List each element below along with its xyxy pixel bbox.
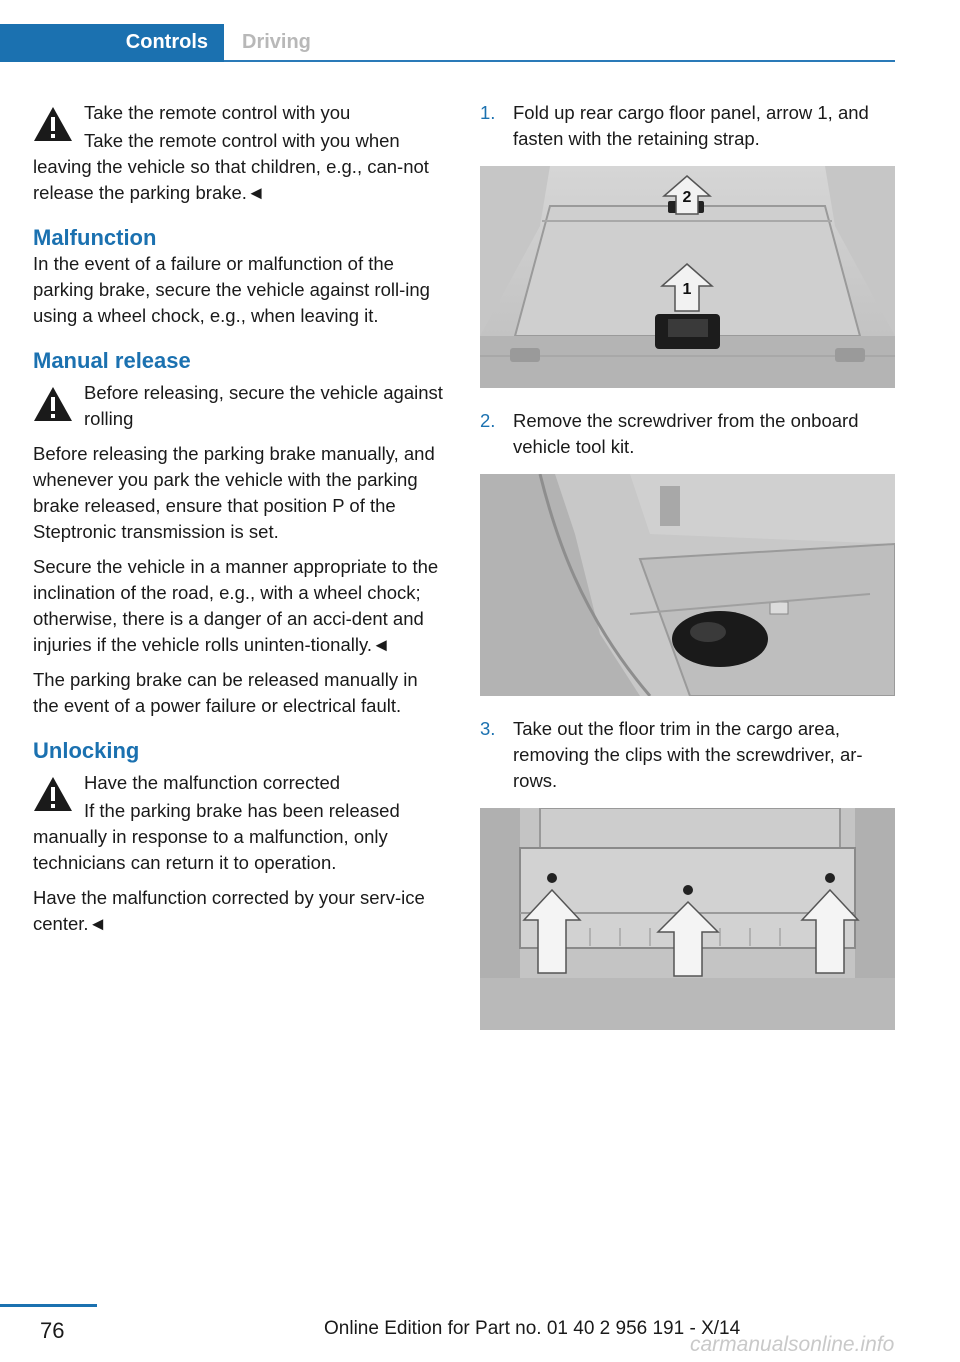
warning-triangle-icon <box>33 776 73 812</box>
warning-title: Have the malfunction corrected <box>84 772 341 793</box>
malfunction-text: In the event of a failure or malfunction of the parking brake, secure the vehicle against roll‐ing using a wheel chock, e.g., when leaving it. <box>33 253 430 326</box>
warning-malfunction-corrected <box>33 770 443 876</box>
warning-title: Take the remote control with you <box>84 102 351 123</box>
footer-rule <box>0 1304 97 1307</box>
right-column <box>480 100 895 1050</box>
warning-title: Before releasing, secure the vehicle against rolling <box>84 382 443 429</box>
arrow-label: 1 <box>682 281 692 298</box>
warning-body: Secure the vehicle in a manner appropriate to the inclination of the road, e.g., with a wheel chock; otherwise, there is a danger of an acci‐dent and injuries if the vehicle rolls uninten‐tionally.◄ <box>33 556 439 655</box>
header-rule <box>224 60 895 62</box>
manual-release-text: The parking brake can be released manually in the event of a power failure or electrical fault. <box>33 669 418 716</box>
warning-body: If the parking brake has been released <box>84 800 400 821</box>
arrow-label: 2 <box>682 189 692 206</box>
page-number: 76 <box>40 1318 65 1343</box>
edition-text: Online Edition for Part no. 01 40 2 956 191 - X/14 <box>324 1318 741 1339</box>
warning-triangle-icon <box>33 386 73 422</box>
watermark: carmanualsonline.info <box>690 1333 895 1356</box>
warning-body: leaving the vehicle so that children, e.g., can‐not release the parking brake.◄ <box>33 156 429 203</box>
step-2 <box>480 408 895 460</box>
heading-malfunction: Malfunction <box>33 225 157 250</box>
warning-triangle-icon <box>33 106 73 142</box>
step-text: Fold up rear cargo floor panel, arrow 1, and fasten with the retaining strap. <box>513 102 869 149</box>
tab-controls-label: Controls <box>125 31 208 53</box>
heading-unlocking: Unlocking <box>33 738 140 763</box>
warning-secure-vehicle <box>33 380 443 432</box>
cargo-floor-panel-image <box>480 166 895 388</box>
step-number: 3. <box>480 718 496 739</box>
floor-trim-clips-image <box>480 808 895 1030</box>
left-column <box>33 100 443 937</box>
step-number: 2. <box>480 410 496 431</box>
step-text: Remove the screwdriver from the onboard vehicle tool kit. <box>513 410 859 457</box>
step-1 <box>480 100 895 152</box>
heading-manual-release: Manual release <box>33 348 191 373</box>
step-3 <box>480 716 895 794</box>
step-text: Take out the floor trim in the cargo area, removing the clips with the screwdriver, ar‐rows. <box>513 718 863 791</box>
warning-body: Before releasing the parking brake manually, and whenever you park the vehicle with the parking brake released, ensure that position P of the Steptronic transmission is set. <box>33 443 435 542</box>
warning-body: Take the remote control with you when <box>84 130 400 151</box>
tab-controls[interactable] <box>0 24 224 62</box>
warning-body: Have the malfunction corrected by your serv‐ice center.◄ <box>33 887 425 934</box>
tool-kit-screwdriver-image <box>480 474 895 696</box>
warning-body: manually in response to a malfunction, only technicians can return it to operation. <box>33 826 388 873</box>
warning-remote-control <box>33 100 443 206</box>
header-tabbar <box>0 24 895 62</box>
tab-driving[interactable]: Driving <box>242 31 311 53</box>
step-number: 1. <box>480 102 496 123</box>
